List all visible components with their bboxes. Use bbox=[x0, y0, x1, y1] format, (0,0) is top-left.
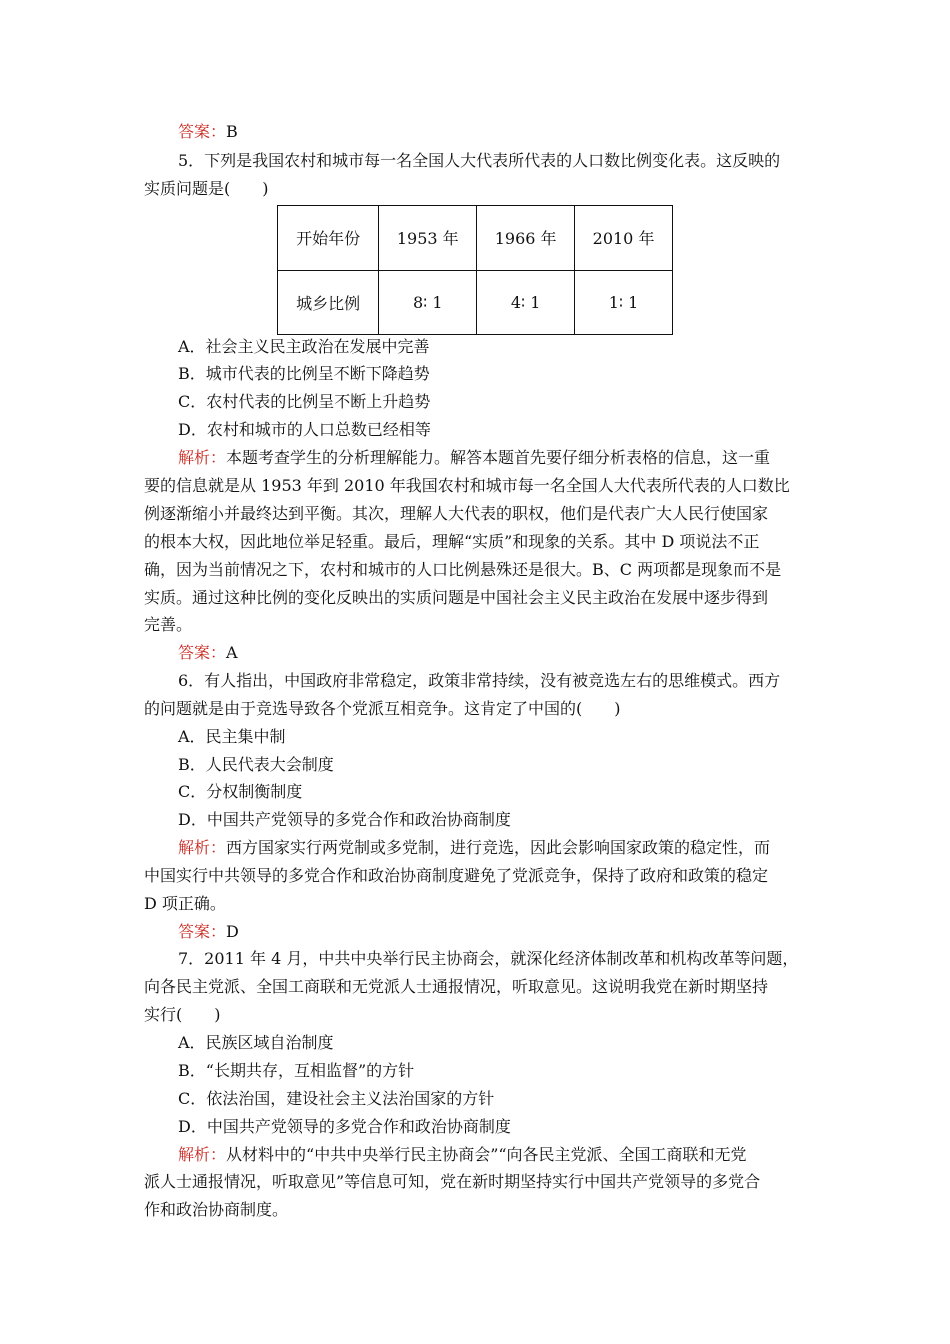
q6-analysis-line-3: D 项正确。 bbox=[144, 894, 226, 913]
q5-analysis-line-5: 确，因为当前情况之下，农村和城市的人口比例悬殊还是很大。B、C 两项都是现象而不是 bbox=[144, 560, 782, 579]
table-cell: 4∶ 1 bbox=[477, 270, 575, 335]
q7-option-c: C．依法治国，建设社会主义法治国家的方针 bbox=[178, 1089, 495, 1108]
q5-option-b: B．城市代表的比例呈不断下降趋势 bbox=[178, 364, 430, 383]
table-cell: 8∶ 1 bbox=[379, 270, 477, 335]
population-ratio-table bbox=[277, 205, 673, 335]
q5-analysis-line-6: 实质。通过这种比例的变化反映出的实质问题是中国社会主义民主政治在发展中逐步得到 bbox=[144, 588, 769, 607]
analysis-text: 西方国家实行两党制或多党制，进行竞选，因此会影响国家政策的稳定性，而 bbox=[226, 838, 771, 857]
answer-value: B bbox=[226, 122, 238, 141]
analysis-label: 解析： bbox=[178, 838, 227, 857]
q6-answer bbox=[178, 922, 239, 942]
table-cell: 1966 年 bbox=[477, 206, 575, 271]
answer-value: D bbox=[226, 922, 239, 941]
table-cell: 1953 年 bbox=[379, 206, 477, 271]
q7-stem-line-3: 实行( ) bbox=[144, 1005, 221, 1024]
q5-option-a: A．社会主义民主政治在发展中完善 bbox=[178, 337, 430, 356]
q5-analysis-line-2: 要的信息就是从 1953 年到 2010 年我国农村和城市每一名全国人大代表所代表的人口数比 bbox=[144, 476, 790, 495]
q6-option-b: B．人民代表大会制度 bbox=[178, 755, 334, 774]
q6-option-a: A．民主集中制 bbox=[178, 727, 286, 746]
q7-option-d: D．中国共产党领导的多党合作和政治协商制度 bbox=[178, 1117, 511, 1136]
q6-analysis-line-2: 中国实行中共领导的多党合作和政治协商制度避免了党派竞争，保持了政府和政策的稳定 bbox=[144, 866, 769, 885]
analysis-label: 解析： bbox=[178, 1145, 227, 1164]
analysis-label: 解析： bbox=[178, 448, 227, 467]
q6-analysis-line-1 bbox=[178, 838, 770, 858]
table-cell: 2010 年 bbox=[575, 206, 673, 271]
q6-option-c: C．分权制衡制度 bbox=[178, 782, 303, 801]
q7-stem-line-1: 7．2011 年 4 月，中共中央举行民主协商会，就深化经济体制改革和机构改革等问题， bbox=[178, 949, 799, 968]
table-cell: 1∶ 1 bbox=[575, 270, 673, 335]
q5-option-c: C．农村代表的比例呈不断上升趋势 bbox=[178, 392, 431, 411]
q7-analysis-line-1 bbox=[178, 1145, 747, 1165]
q6-option-d: D．中国共产党领导的多党合作和政治协商制度 bbox=[178, 810, 511, 829]
q7-option-a: A．民族区域自治制度 bbox=[178, 1033, 334, 1052]
analysis-text: 本题考查学生的分析理解能力。解答本题首先要仔细分析表格的信息，这一重 bbox=[226, 448, 771, 467]
q5-analysis-line-7: 完善。 bbox=[144, 615, 193, 634]
q5-analysis-line-3: 例逐渐缩小并最终达到平衡。其次，理解人大代表的职权，他们是代表广大人民行使国家 bbox=[144, 504, 769, 523]
table-header-row bbox=[278, 206, 673, 271]
answer-value: A bbox=[226, 643, 238, 662]
analysis-text: 从材料中的“中共中央举行民主协商会”“向各民主党派、全国工商联和无党 bbox=[226, 1145, 747, 1164]
q7-analysis-line-2: 派人士通报情况，听取意见”等信息可知，党在新时期坚持实行中国共产党领导的多党合 bbox=[144, 1172, 761, 1191]
answer-label: 答案： bbox=[178, 922, 227, 941]
q7-analysis-line-3: 作和政治协商制度。 bbox=[144, 1200, 289, 1219]
q5-stem-line-1: 5．下列是我国农村和城市每一名全国人大代表所代表的人口数比例变化表。这反映的 bbox=[178, 151, 781, 170]
q5-answer bbox=[178, 643, 238, 663]
q4-answer bbox=[178, 122, 238, 142]
answer-label: 答案： bbox=[178, 643, 227, 662]
q5-stem-line-2: 实质问题是( ) bbox=[144, 179, 269, 198]
table-cell: 城乡比例 bbox=[278, 270, 379, 335]
q5-option-d: D．农村和城市的人口总数已经相等 bbox=[178, 420, 431, 439]
q6-stem-line-2: 的问题就是由于竞选导致各个党派互相竞争。这肯定了中国的( ) bbox=[144, 699, 621, 718]
q6-stem-line-1: 6．有人指出，中国政府非常稳定，政策非常持续，没有被竞选左右的思维模式。西方 bbox=[178, 671, 781, 690]
q7-option-b: B．“长期共存，互相监督”的方针 bbox=[178, 1061, 415, 1080]
answer-label: 答案： bbox=[178, 122, 227, 141]
table-cell: 开始年份 bbox=[278, 206, 379, 271]
q5-analysis-line-1 bbox=[178, 448, 770, 468]
q5-analysis-line-4: 的根本大权，因此地位举足轻重。最后，理解“实质”和现象的关系。其中 D 项说法不正 bbox=[144, 532, 760, 551]
q7-stem-line-2: 向各民主党派、全国工商联和无党派人士通报情况，听取意见。这说明我党在新时期坚持 bbox=[144, 977, 769, 996]
table-row bbox=[278, 270, 673, 335]
